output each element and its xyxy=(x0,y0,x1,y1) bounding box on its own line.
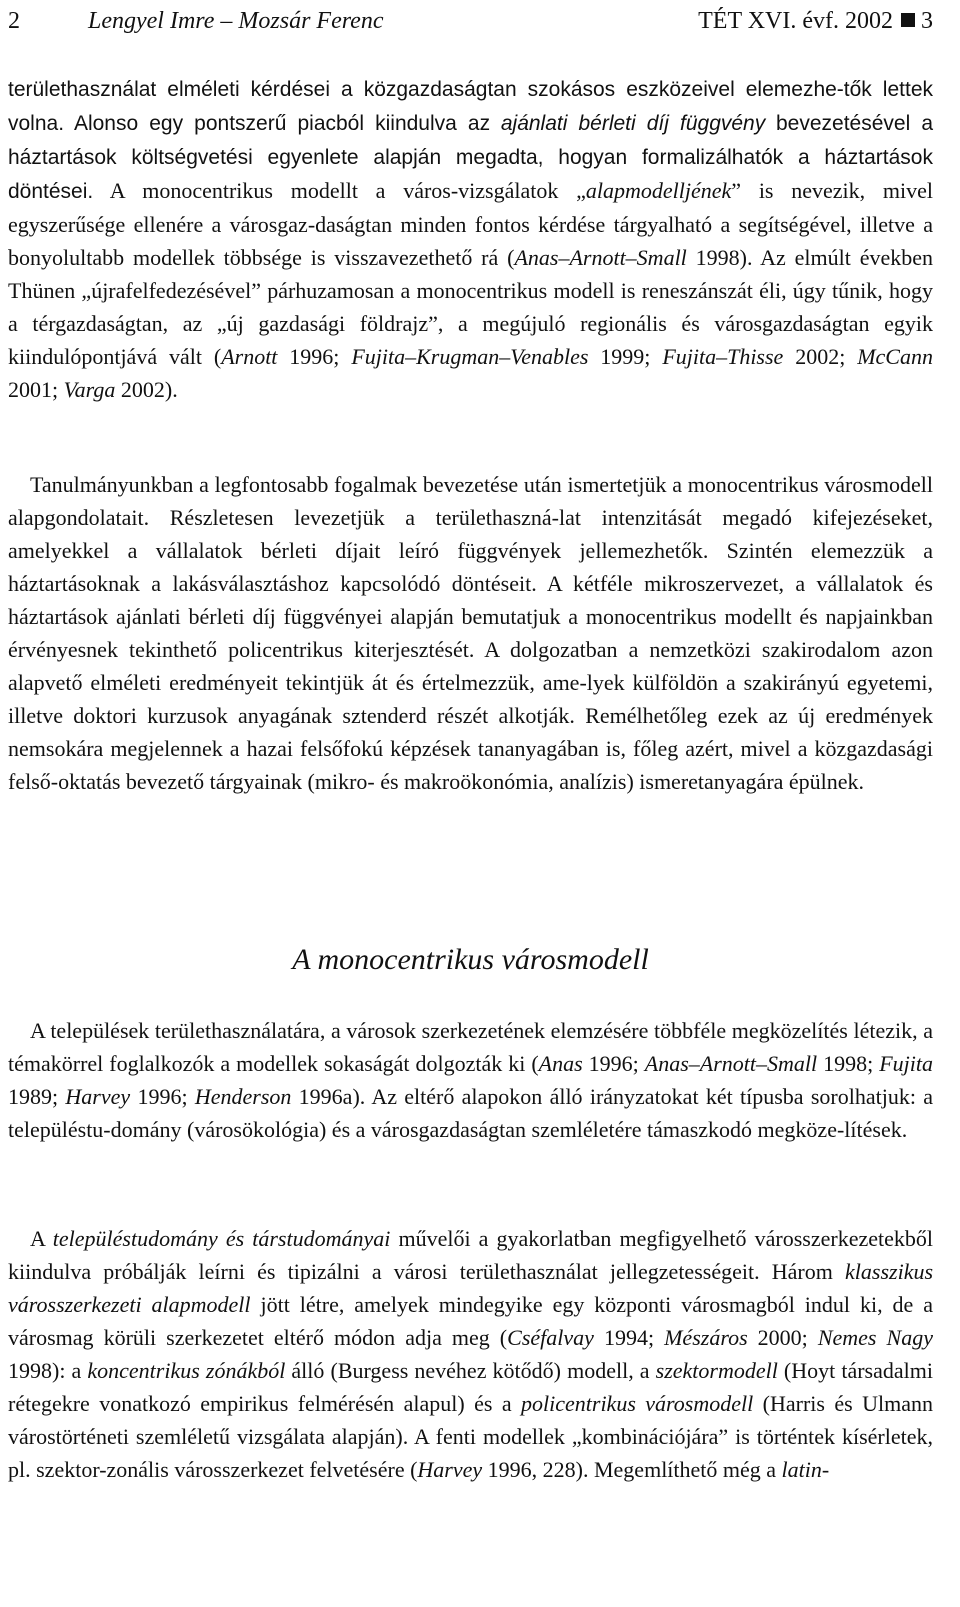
approaches-ref-2-year: 1998; xyxy=(817,1051,880,1076)
settlement-text-7: (Harris és Ulmann várostörténeti szemléletű vizsgálata alapján). xyxy=(8,1391,933,1449)
outline-sentence-6: Remélhetőleg ezek az új eredmények nemsokára megjelennek a hazai felsőfokú képzések tananyagában is, főleg azért, mivel a közgazdasági felső-oktatás bevezető tárgyainak (mikro- és makroökonómia, analízis) ismeretanyagára épülnek. xyxy=(8,703,934,794)
approaches-ref-2: Anas–Arnott–Small xyxy=(644,1051,818,1076)
approaches-ref-3: Fujita xyxy=(879,1051,933,1076)
outline-sentence-5: A dolgozatban a nemzetközi szakirodalom azon alapvető elméleti eredményeit tekintjük át és értelmezzük, ame-lyek külföldön a szakirányú egyetemi, illetve doktori kurzusok anyagának sztenderd részét alkotják. xyxy=(8,637,934,728)
intro-ref-3-year: 1999; xyxy=(588,344,663,369)
intro-term-basic-model: alapmodelljének xyxy=(585,178,732,203)
approaches-ref-1-year: 1996; xyxy=(582,1051,645,1076)
settlement-ref-2: Mészáros xyxy=(664,1325,748,1350)
settlement-term-2: klasszikus városszerkezeti alapmodell xyxy=(8,1259,934,1317)
outline-sentence-1: Tanulmányunkban a legfontosabb fogalmak bevezetése után ismertetjük a monocentrikus városmodell alapgondolatait. xyxy=(8,472,933,530)
settlement-ref-2-year: 2000; xyxy=(747,1325,818,1350)
approaches-ref-4-year: 1996; xyxy=(130,1084,195,1109)
running-header xyxy=(8,4,933,38)
settlement-science-paragraph xyxy=(8,1222,933,1486)
intro-ref-2: Arnott xyxy=(221,344,278,369)
intro-ref-4-year: 2002; xyxy=(783,344,858,369)
settlement-ref-1-year: 1994; xyxy=(593,1325,665,1350)
journal-name: TÉT XVI. évf. 2002 xyxy=(698,8,893,34)
section-heading: A monocentrikus városmodell xyxy=(292,943,649,976)
settlement-ref-4: Harvey xyxy=(417,1457,483,1482)
intro-ref-6-year: 2002). xyxy=(115,377,178,402)
approaches-sentence-1: A települések területhasználatára, a városok szerkezetének elemzésére többféle megközelítés létezik, a témakörrel foglalkozók a modellek sokaságát dolgozták ki ( xyxy=(8,1018,933,1076)
approaches-paragraph xyxy=(8,1014,933,1146)
settlement-text-2: művelői a gyakorlatban megfigyelhető városszerkezetekből kiindulva próbálják leírni és tipizálni a városi területhasználat jellegzetességeit. xyxy=(8,1226,933,1284)
intro-sentence-1: területhasználat elméleti kérdései a közgazdaságtan szokásos eszközeivel elemezhe-tők lettek volna. Alonso egy pontszerű piacból kiindulva az xyxy=(8,78,933,135)
intro-term-bid-rent: ajánlati bérleti díj függvény xyxy=(500,112,766,135)
settlement-ref-4-year: 1996, 228). xyxy=(482,1457,589,1482)
settlement-text-9: Megemlíthető még a xyxy=(593,1457,782,1482)
outline-sentence-3: Szintén elemezzük a háztartásoknak a lakásválasztáshoz kapcsolódó döntéseit. xyxy=(8,538,933,596)
intro-ref-1: Anas–Arnott–Small xyxy=(514,245,687,270)
approaches-ref-1: Anas xyxy=(538,1051,583,1076)
approaches-ref-5: Henderson xyxy=(194,1084,292,1109)
intro-sentence-4: ” is nevezik, mivel egyszerűsége ellenére a városgaz-daságtan minden fontos kérdése tárgyalható a segítségével, illetve a bonyolultabb modellek többsége is visszavezethető rá ( xyxy=(8,178,933,270)
intro-sentence-2: bevezetésével a háztartások költségvetési egyenlete alapján megadta, hogyan formalizálhatók a háztartások döntései. xyxy=(8,112,933,203)
journal-page-number: 3 xyxy=(921,8,933,34)
settlement-text-1: A xyxy=(30,1226,53,1251)
intro-ref-5-year: 2001; xyxy=(8,377,64,402)
intro-ref-2-year: 1996; xyxy=(277,344,352,369)
settlement-term-6: latin- xyxy=(781,1457,830,1482)
header-journal xyxy=(698,4,933,38)
settlement-term-1: településtudomány és társtudományai xyxy=(52,1226,391,1251)
study-outline-paragraph xyxy=(8,468,933,798)
approaches-sentence-2: Az eltérő alapokon álló irányzatokat két típusba sorolhatjuk: a településtu-domány (városökológia) és a városgazdaságtan szemléletére támaszkodó megköze-lítések. xyxy=(8,1084,933,1142)
settlement-text-8: A fenti modellek „kombinációjára” is történtek kísérletek, pl. szektor-zonális városszerkezet felvetésére ( xyxy=(8,1424,933,1482)
settlement-term-5: policentrikus városmodell xyxy=(521,1391,754,1416)
square-bullet-icon xyxy=(901,13,915,27)
intro-ref-1-year: 1998). Az elmúlt években Thünen „újrafelfedezésével” párhuzamosan a monocentrikus modell is reneszánszát éli, úgy tűnik, hogy a térgazdaságtan, az „új gazdasági földrajz”, a megújuló regionális és városgazdaságtan egyik kiindulópontjává vált ( xyxy=(8,245,933,369)
outline-sentence-2: Részletesen levezetjük a területhaszná-lat intenzitását megadó kifejezéseket, amelyekkel a vállalatok bérleti díjait leíró függvények jellemezhetők. xyxy=(8,505,933,563)
intro-sentence-3: A monocentrikus modellt a város-vizsgálatok „ xyxy=(109,178,586,203)
settlement-text-3: Három xyxy=(771,1259,846,1284)
page-number: 2 xyxy=(8,8,20,34)
approaches-ref-4: Harvey xyxy=(65,1084,131,1109)
settlement-ref-1: Cséfalvay xyxy=(507,1325,594,1350)
settlement-text-5: álló (Burgess nevéhez kötődő) modell, a xyxy=(285,1358,656,1383)
intro-ref-5: McCann xyxy=(857,344,933,369)
settlement-ref-3: Nemes Nagy xyxy=(817,1325,933,1350)
settlement-text-4: jött létre, amelyek mindegyike egy központi városmagból indul ki, de a városmag körüli szerkezetet eltérő módon adja meg ( xyxy=(8,1292,933,1350)
settlement-ref-3-year: 1998): a xyxy=(8,1358,88,1383)
settlement-text-6: (Hoyt társadalmi rétegekre vonatkozó empirikus felmérésén alapul) és a xyxy=(8,1358,933,1416)
settlement-term-3: koncentrikus zónákból xyxy=(87,1358,286,1383)
outline-sentence-4: A kétféle mikroszervezet, a vállalatok és háztartások ajánlati bérleti díj függvényei alapján bemutatjuk a monocentrikus modellt és napjainkban érvényesnek tekinthető policentrikus kiterjesztését. xyxy=(8,571,933,662)
intro-ref-6: Varga xyxy=(63,377,116,402)
header-authors: Lengyel Imre – Mozsár Ferenc xyxy=(88,8,384,34)
approaches-ref-3-year: 1989; xyxy=(8,1084,66,1109)
intro-paragraph xyxy=(8,72,933,406)
intro-ref-4: Fujita–Thisse xyxy=(662,344,784,369)
intro-ref-3: Fujita–Krugman–Venables xyxy=(351,344,589,369)
settlement-term-4: szektormodell xyxy=(655,1358,778,1383)
approaches-ref-5-year: 1996a). xyxy=(291,1084,366,1109)
